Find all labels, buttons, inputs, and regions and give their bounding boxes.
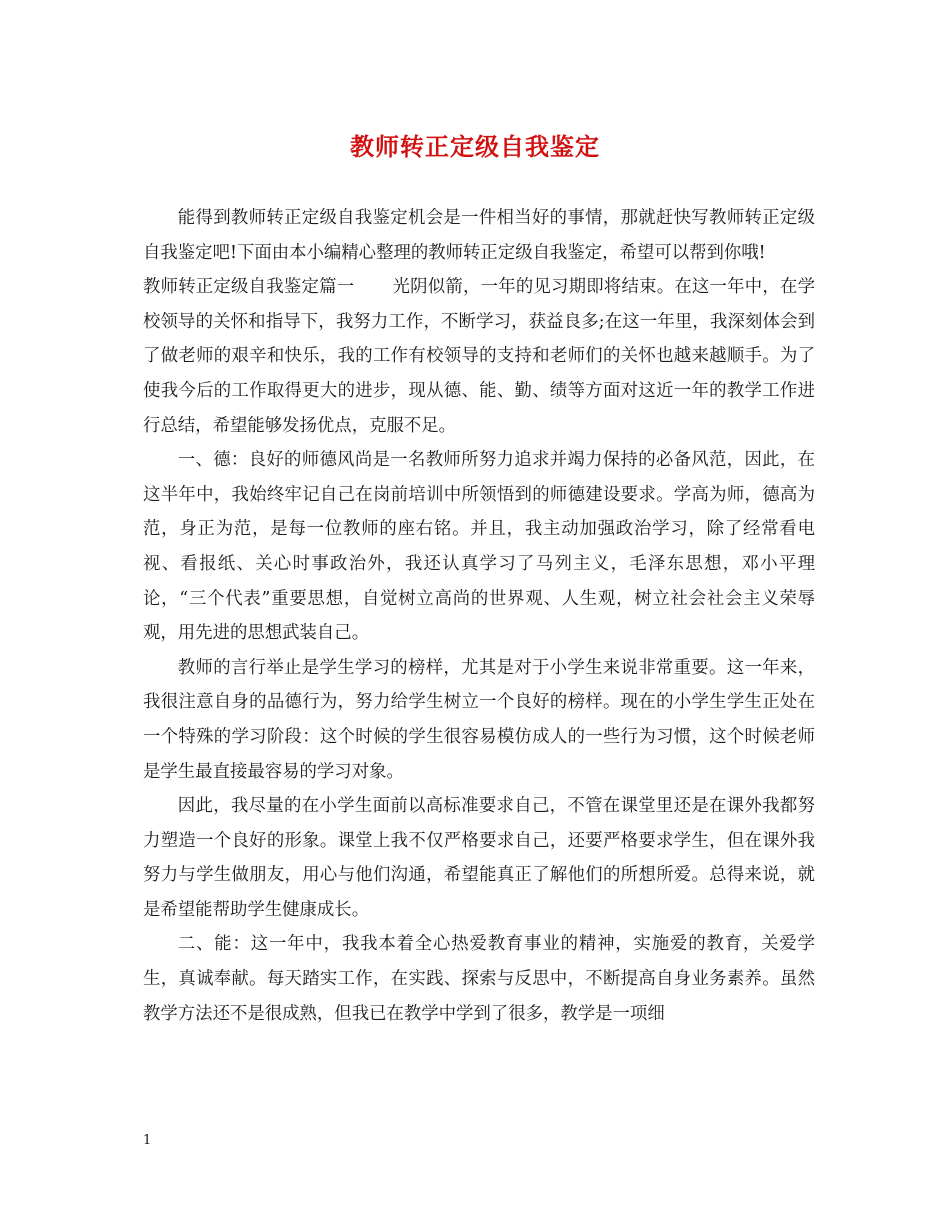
body-paragraph-role-model: 教师的言行举止是学生学习的榜样，尤其是对于小学生来说非常重要。这一年来，我很注意自身的品德行为，努力给学生树立一个良好的榜样。现在的小学生学生正处在一个特殊的学习阶段：这个时候的学生很容易模仿成人的一些行为习惯，这个时候老师是学生最直接最容易的学习对象。 [143,657,815,782]
document-title: 教师转正定级自我鉴定 [350,132,600,161]
page-number: 1 [143,1133,152,1148]
body-paragraph-neng: 二、能：这一年中，我我本着全心热爱教育事业的精神，实施爱的教育，关爱学生，真诚奉献。每天踏实工作，在实践、探索与反思中，不断提高自身业务素养。虽然教学方法还不是很成熟，但我已在教学中学到了很多，教学是一项细 [143,934,815,1024]
document-body [143,201,815,1031]
section-opening-text: 光阴似箭，一年的见习期即将结束。在这一年中，在学校领导的关怀和指导下，我努力工作，不断学习，获益良多;在这一年里，我深刻体会到了做老师的艰辛和快乐，我的工作有校领导的支持和老师们的关怀也越来越顺手。为了使我今后的工作取得更大的进步，现从德、能、勤、绩等方面对这近一年的教学工作进行总结，希望能够发扬优点，克服不足。 [143,277,815,436]
intro-paragraph: 能得到教师转正定级自我鉴定机会是一件相当好的事情，那就赶快写教师转正定级自我鉴定吧!下面由本小编精心整理的教师转正定级自我鉴定，希望可以帮到你哦! [143,208,815,263]
body-paragraph-de: 一、德：良好的师德风尚是一名教师所努力追求并竭力保持的必备风范，因此，在这半年中，我始终牢记自己在岗前培训中所领悟到的师德建设要求。学高为师，德高为范，身正为范，是每一位教师的座右铭。并且，我主动加强政治学习，除了经常看电视、看报纸、关心时事政治外，我还认真学习了马列主义，毛泽东思想，邓小平理论，“三个代表”重要思想，自觉树立高尚的世界观、人生观，树立社会社会主义荣辱观，用先进的思想武装自己。 [143,450,815,644]
section-label: 教师转正定级自我鉴定篇一 [143,277,355,298]
body-paragraph-standards: 因此，我尽量的在小学生面前以高标准要求自己，不管在课堂里还是在课外我都努力塑造一个良好的形象。课堂上我不仅严格要求自己，还要严格要求学生，但在课外我努力与学生做朋友，用心与他们沟通，希望能真正了解他们的所想所爱。总得来说，就是希望能帮助学生健康成长。 [143,796,815,920]
section-paragraph [143,270,815,443]
